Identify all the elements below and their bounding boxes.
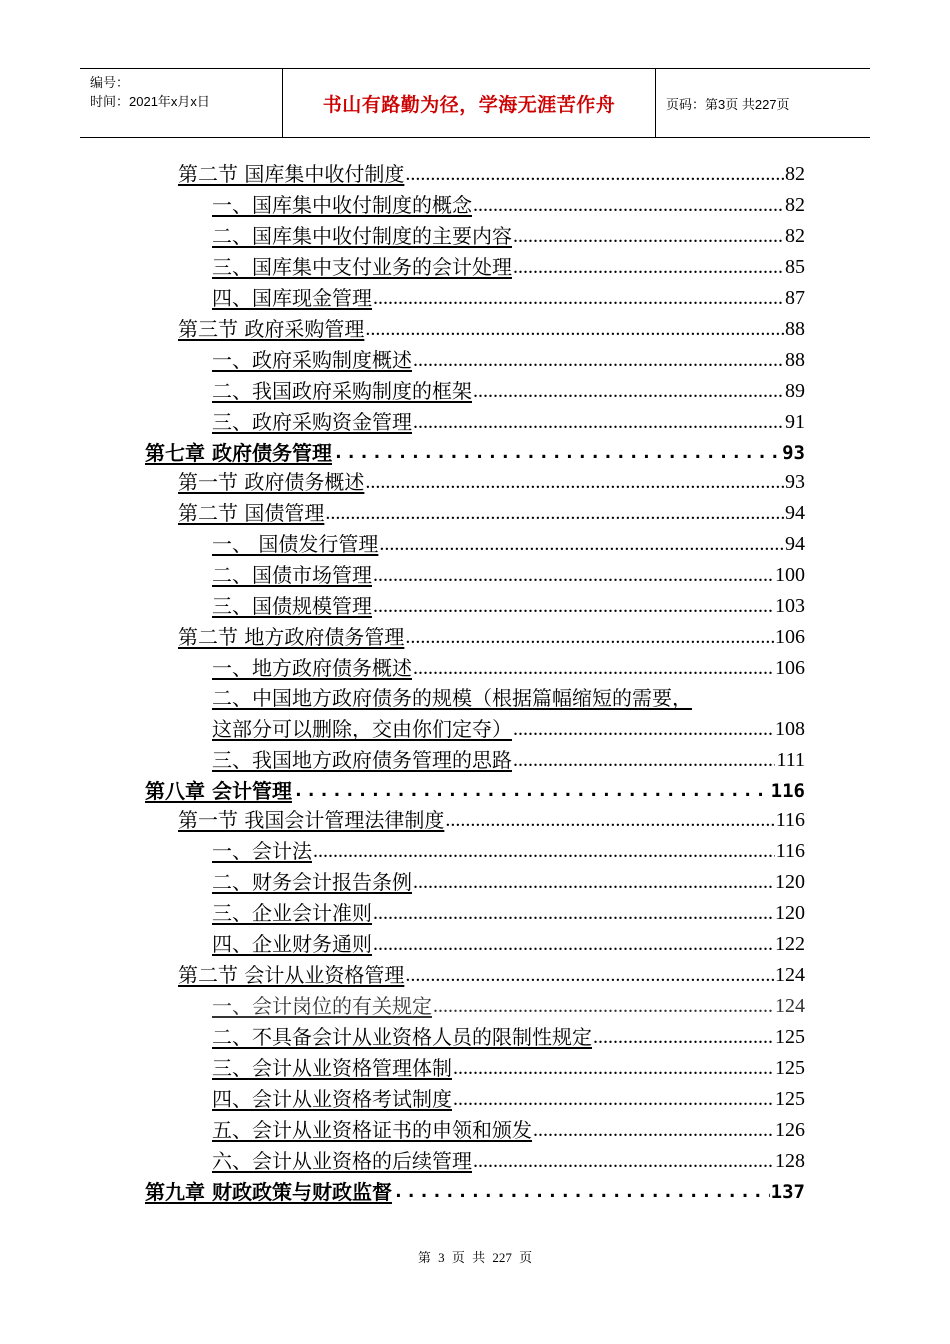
toc-dot-leader [513,747,775,773]
toc-dot-leader [445,807,774,833]
toc-entry-title: 第二节 国债管理 [178,501,325,525]
toc-entry[interactable] [212,378,805,404]
toc-entry-title: 第二节 会计从业资格管理 [178,963,405,987]
toc-entry-title: 四、国库现金管理 [212,286,372,310]
toc-dot-leader [293,778,770,804]
toc-entry-title: 第八章 会计管理 [145,779,292,803]
toc-entry[interactable] [212,285,805,311]
toc-page-number: 106 [775,657,805,679]
toc-entry[interactable] [212,838,805,864]
toc-entry-title: 第一节 我国会计管理法律制度 [178,808,445,832]
toc-entry-title: 三、会计从业资格管理体制 [212,1056,452,1080]
toc-chapter[interactable] [145,778,805,804]
toc-page-number: 124 [775,995,805,1017]
toc-page-number: 82 [785,194,805,216]
toc-page-number: 116 [770,780,805,802]
header-meta [80,69,282,141]
toc-entry[interactable] [212,1086,805,1112]
toc-page-number: 125 [775,1088,805,1110]
toc-entry-title: 四、会计从业资格考试制度 [212,1087,452,1111]
toc-dot-leader [513,223,784,249]
toc-entry-line1[interactable] [212,685,832,711]
toc-dot-leader [413,655,774,681]
toc-entry[interactable] [212,1148,805,1174]
toc-dot-leader [513,716,774,742]
toc-page-number: 108 [775,718,805,740]
toc-dot-leader [373,900,774,926]
toc-page-number: 94 [785,502,805,524]
toc-page-number: 89 [785,380,805,402]
toc-dot-leader [593,1024,774,1050]
toc-dot-leader [473,1148,774,1174]
toc-page-number: 125 [775,1026,805,1048]
toc-entry[interactable] [212,562,805,588]
toc-dot-leader [379,531,784,557]
toc-entry[interactable] [212,1117,805,1143]
toc-section[interactable] [178,624,805,650]
toc-entry-title: 一、 国债发行管理 [212,532,379,556]
toc-page-number: 103 [775,595,805,617]
toc-section[interactable] [178,469,805,495]
toc-page-number: 125 [775,1057,805,1079]
toc-dot-leader [533,1117,774,1143]
toc-entry[interactable] [212,192,805,218]
toc-chapter[interactable] [145,1179,805,1205]
toc-dot-leader [373,562,774,588]
toc-entry-title: 一、政府采购制度概述 [212,348,412,372]
toc-entry[interactable] [212,869,805,895]
toc-entry[interactable] [212,409,805,435]
toc-dot-leader [473,378,784,404]
toc-dot-leader [373,593,774,619]
toc-page-number: 82 [785,225,805,247]
toc-entry-title: 第七章 政府债务管理 [145,441,332,465]
toc-entry-title: 一、地方政府债务概述 [212,656,412,680]
toc-page-number: 124 [775,964,805,986]
toc-dot-leader [405,624,774,650]
toc-section[interactable] [178,962,805,988]
toc-dot-leader [373,285,784,311]
toc-entry[interactable] [212,900,805,926]
toc-entry-title: 三、我国地方政府债务管理的思路 [212,748,512,772]
toc-entry[interactable] [212,223,805,249]
toc-dot-leader [333,440,781,466]
toc-entry[interactable] [212,747,805,773]
toc-section[interactable] [178,500,805,526]
toc-page-number: 120 [775,871,805,893]
toc-entry-title: 一、会计法 [212,839,312,863]
toc-page-number: 116 [775,809,805,831]
toc-entry-title: 三、国债规模管理 [212,594,372,618]
toc-entry-title: 六、会计从业资格的后续管理 [212,1149,472,1173]
toc-page-number: 88 [785,318,805,340]
toc-entry-title: 二、我国政府采购制度的框架 [212,379,472,403]
toc-page-number: 100 [775,564,805,586]
toc-page-number: 116 [775,840,805,862]
time-label: 时间：2021年x月x日 [90,94,210,109]
header-motto: 书山有路勤为径，学海无涯苦作舟 [282,69,656,137]
toc-entry-title: 一、国库集中收付制度的概念 [212,193,472,217]
toc-page-number: 94 [785,533,805,555]
toc-page-number: 106 [775,626,805,648]
toc-dot-leader [433,993,774,1019]
toc-entry-title: 第九章 财政政策与财政监督 [145,1180,392,1204]
toc-entry-title: 一、会计岗位的有关规定 [212,994,432,1018]
code-label: 编号： [90,75,130,90]
toc-entry-title: 第二节 地方政府债务管理 [178,625,405,649]
toc-entry[interactable] [212,347,805,373]
toc-entry-title: 第二节 国库集中收付制度 [178,162,405,186]
toc-page-number: 88 [785,349,805,371]
toc-dot-leader [365,316,784,342]
toc-page-number: 120 [775,902,805,924]
toc-dot-leader [373,931,774,957]
toc-entry-title: 三、国库集中支付业务的会计处理 [212,255,512,279]
toc-entry[interactable] [212,1055,805,1081]
toc-dot-leader [413,347,784,373]
toc-page-number: 82 [785,163,805,185]
toc-entry[interactable] [212,1024,805,1050]
toc-entry[interactable] [212,531,805,557]
toc-entry-title: 三、企业会计准则 [212,901,372,925]
toc-dot-leader [393,1179,770,1205]
toc-entry[interactable] [212,993,805,1019]
toc-page-number: 93 [785,471,805,493]
toc-entry[interactable] [212,655,805,681]
toc-dot-leader [405,962,774,988]
toc-entry-title: 第三节 政府采购管理 [178,317,365,341]
page-footer: 第 3 页 共 227 页 [417,1250,533,1265]
toc-dot-leader [513,254,784,280]
toc-chapter[interactable] [145,440,805,466]
toc-entry[interactable] [212,716,805,742]
toc-dot-leader [473,192,784,218]
toc-entry-title: 这部分可以删除，交由你们定夺） [212,717,512,741]
toc-entry-title: 二、不具备会计从业资格人员的限制性规定 [212,1025,592,1049]
toc-dot-leader [313,838,775,864]
toc-entry-title: 三、政府采购资金管理 [212,410,412,434]
toc-section[interactable] [178,161,805,187]
toc-dot-leader [325,500,784,526]
toc-entry-title: 二、国债市场管理 [212,563,372,587]
toc-entry-title: 二、国库集中收付制度的主要内容 [212,224,512,248]
toc-page-number: 111 [776,749,805,771]
toc-dot-leader [453,1086,774,1112]
toc-page-number: 122 [775,933,805,955]
toc-section[interactable] [178,316,805,342]
toc-entry-title: 二、中国地方政府债务的规模（根据篇幅缩短的需要， [212,686,692,710]
toc-section[interactable] [178,807,805,833]
toc-entry[interactable] [212,931,805,957]
toc-page-number: 93 [782,442,805,464]
toc-entry-title: 五、会计从业资格证书的申领和颁发 [212,1118,532,1142]
toc-dot-leader [413,409,784,435]
toc-dot-leader [413,869,774,895]
header-page-label: 页码：第3页 共227页 [666,96,790,112]
toc-page-number: 91 [785,411,805,433]
toc-entry-title: 四、企业财务通则 [212,932,372,956]
toc-page-number: 128 [775,1150,805,1172]
toc-dot-leader [365,469,784,495]
toc-dot-leader [405,161,784,187]
toc-entry[interactable] [212,254,805,280]
toc-entry[interactable] [212,593,805,619]
toc-page-number: 126 [775,1119,805,1141]
toc-page-number: 85 [785,256,805,278]
toc-entry-title: 第一节 政府债务概述 [178,470,365,494]
toc-page-number: 87 [785,287,805,309]
toc-page-number: 137 [770,1181,805,1203]
toc-entry-title: 二、财务会计报告条例 [212,870,412,894]
toc-dot-leader [453,1055,774,1081]
page-header [80,68,870,138]
